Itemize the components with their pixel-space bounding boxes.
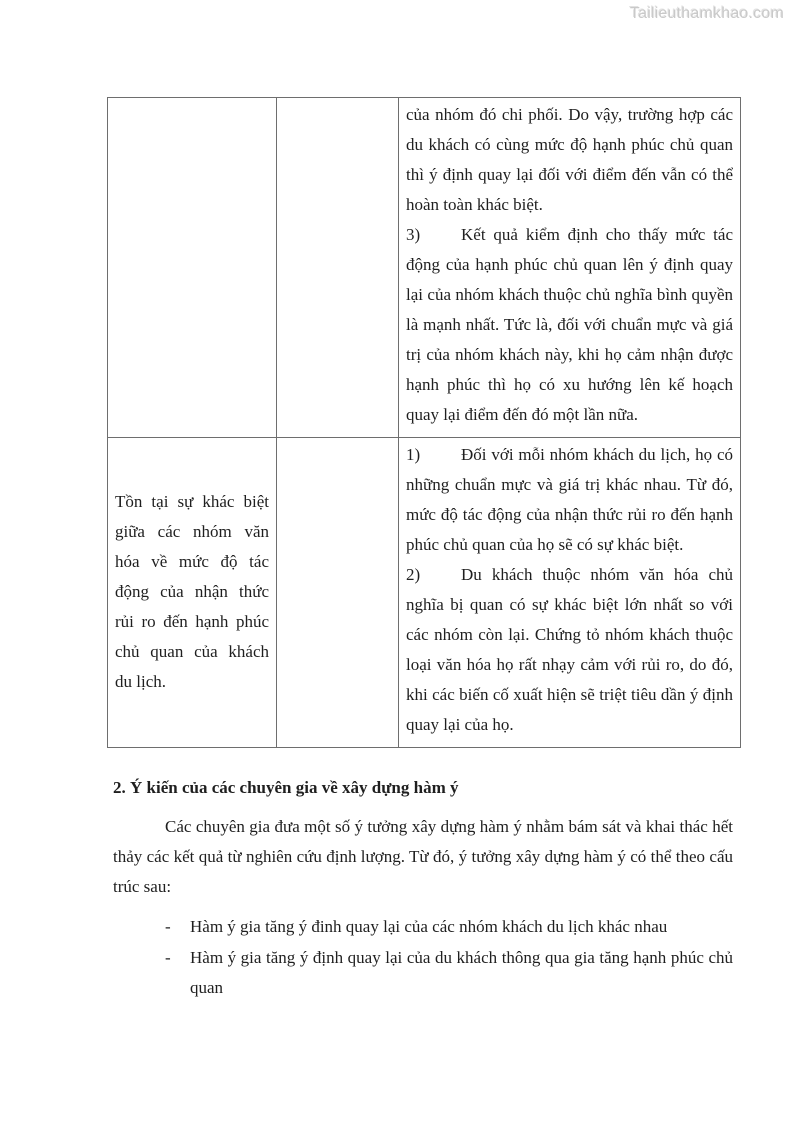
table-row: [108, 98, 741, 438]
list-item: [113, 912, 733, 942]
list-number: 1): [406, 445, 421, 464]
dash-bullet-marker: -: [165, 948, 171, 967]
table-cell-finding: [108, 438, 277, 748]
list-number: 2): [406, 565, 421, 584]
cell-paragraph-text: của nhóm đó chi phối. Do vậy, trường hợp các du khách có cùng mức độ hạnh phúc chủ quan thì ý định quay lại đối với điểm đến vẫn có thể hoàn toàn khác biệt.: [406, 105, 733, 214]
table-cell-middle: [277, 98, 399, 438]
table-cell-middle: [277, 438, 399, 748]
bullet-list: [113, 912, 733, 1004]
table-cell-explanation: [399, 98, 741, 438]
table-cell-finding: [108, 98, 277, 438]
list-item-text: Hàm ý gia tăng ý định quay lại của du khách thông qua gia tăng hạnh phúc chủ quan: [190, 948, 733, 997]
cell-paragraph-numbered: [406, 560, 733, 740]
list-number: 3): [406, 225, 421, 244]
table-cell-explanation: [399, 438, 741, 748]
results-table: [107, 97, 741, 748]
table-row: [108, 438, 741, 748]
cell-paragraph-numbered: [406, 220, 733, 430]
body-paragraph: Các chuyên gia đưa một số ý tưởng xây dựng hàm ý nhằm bám sát và khai thác hết thảy các kết quả từ nghiên cứu định lượng. Từ đó, ý tưởng xây dựng hàm ý có thể theo cấu trúc sau:: [113, 817, 733, 896]
section-heading: 2. Ý kiến của các chuyên gia về xây dựng hàm ý: [113, 778, 459, 797]
cell-paragraph-numbered: [406, 440, 733, 560]
watermark-text: Tailieuthamkhao.com: [629, 5, 784, 22]
cell-paragraph-text: Kết quả kiểm định cho thấy mức tác động của hạnh phúc chủ quan lên ý định quay lại của nhóm khách thuộc chủ nghĩa bình quyền là mạnh nhất. Tức là, đối với chuẩn mực và giá trị của nhóm khách này, khi họ cảm nhận được hạnh phúc thì họ có xu hướng lên kế hoạch quay lại điểm đến đó một lần nữa.: [406, 225, 733, 424]
dash-bullet-marker: -: [165, 917, 171, 936]
list-item: [113, 943, 733, 1003]
cell-paragraph-text: Du khách thuộc nhóm văn hóa chủ nghĩa bị quan có sự khác biệt lớn nhất so với các nhóm còn lại. Chứng tỏ nhóm khách thuộc loại văn hóa họ rất nhạy cảm với rủi ro, do đó, khi các biến cố xuất hiện sẽ triệt tiêu dần ý định quay lại của họ.: [406, 565, 733, 734]
list-item-text: Hàm ý gia tăng ý đinh quay lại của các nhóm khách du lịch khác nhau: [190, 917, 668, 936]
cell-paragraph-text: Đối với mỗi nhóm khách du lịch, họ có những chuẩn mực và giá trị khác nhau. Từ đó, mức độ tác động của nhận thức rủi ro đến hạnh phúc chủ quan của họ sẽ có sự khác biệt.: [406, 445, 733, 554]
cell-paragraph: [406, 100, 733, 220]
finding-text: Tồn tại sự khác biệt giữa các nhóm văn hóa về mức độ tác động của nhận thức rủi ro đến hạnh phúc chủ quan của khách du lịch.: [115, 491, 269, 691]
